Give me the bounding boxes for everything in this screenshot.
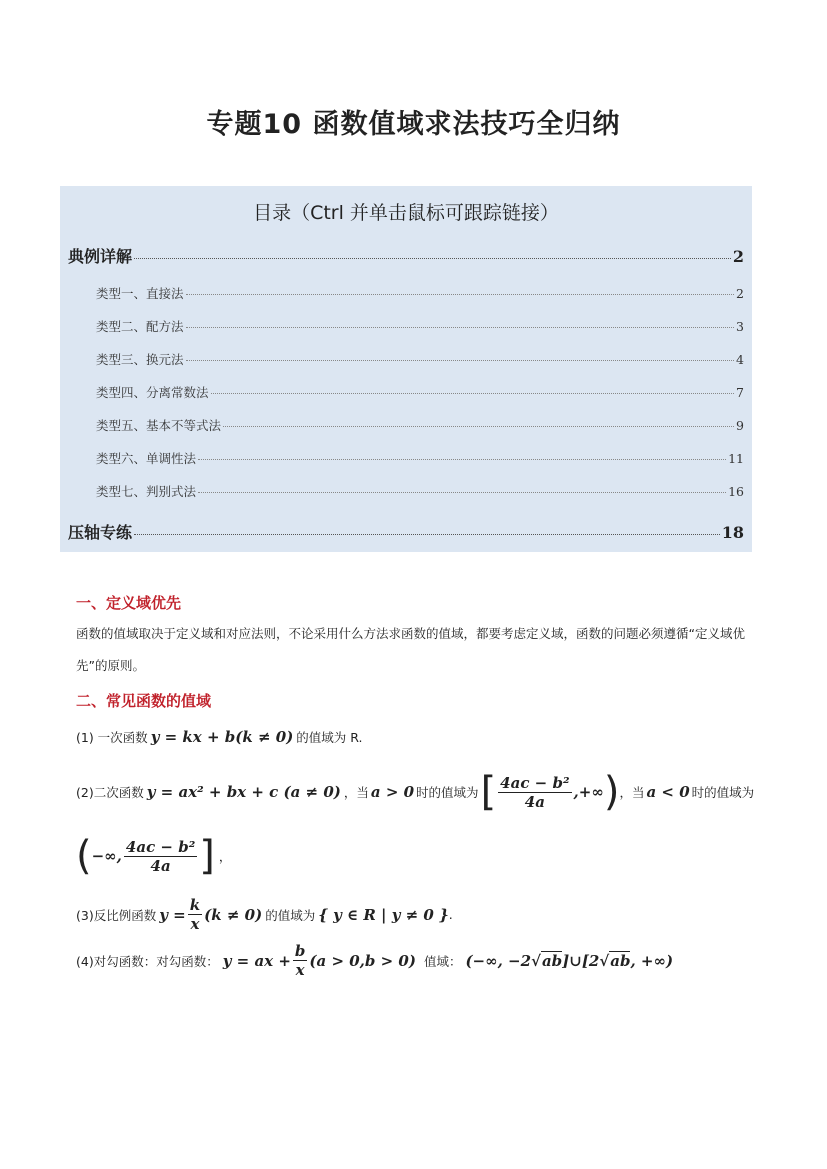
section-heading-domain-first: 一、定义域优先 — [76, 594, 182, 612]
formula: a < 0 — [646, 783, 690, 801]
formula: , +∞) — [630, 951, 674, 970]
toc-dots — [211, 393, 735, 394]
text: . — [448, 907, 453, 922]
text: ，当 — [619, 785, 645, 800]
text: (3)反比例函数 — [76, 907, 157, 923]
item-hook-function — [76, 942, 673, 979]
toc-item-label: 类型六、单调性法 — [96, 451, 197, 466]
toc-page-number: 7 — [736, 385, 744, 400]
text: (1) 一次函数 — [76, 730, 148, 745]
toc-dots — [198, 459, 726, 460]
text: 值域： — [423, 953, 462, 969]
toc-item-type2[interactable] — [96, 317, 744, 335]
fraction: $\frac{b}{x}$ — [294, 942, 306, 979]
formula: −∞, — [91, 847, 122, 865]
toc-dots — [223, 426, 734, 427]
table-of-contents — [60, 186, 752, 552]
text: (2)二次函数 — [76, 785, 144, 800]
formula: ]∪[ — [562, 951, 589, 970]
formula: ,+∞ — [573, 783, 604, 801]
paren-right: ) — [603, 769, 620, 815]
text: ，当 — [343, 785, 369, 800]
fraction: $\frac{\text{4ac − b²}}{4a}$ — [500, 773, 570, 811]
item-linear-function — [76, 728, 362, 746]
toc-section-examples[interactable] — [68, 244, 744, 267]
toc-item-label: 类型四、分离常数法 — [96, 385, 209, 400]
toc-item-type4[interactable] — [96, 383, 744, 401]
toc-page-number: 16 — [728, 484, 744, 499]
fraction: $\frac{\text{4ac − b²}}{4a}$ — [125, 837, 196, 875]
paragraph-domain-first: 函数的值域取决于定义域和对应法则，不论采用什么方法求函数的值域，都要考虑定义域，函数的问题必须遵循“定义域优先”的原则。 — [76, 626, 745, 673]
toc-page-number: 11 — [728, 451, 744, 466]
formula: { y ∈ R | y ≠ 0 } — [318, 905, 449, 924]
formula: (k ≠ 0) — [204, 905, 263, 924]
sqrt-symbol: √ — [531, 951, 541, 970]
item-quadratic-function — [76, 769, 755, 815]
toc-heading: 目录（Ctrl 并单击鼠标可跟踪链接） — [253, 202, 559, 224]
toc-dots — [186, 294, 735, 295]
text: 的值域为 — [265, 907, 316, 923]
text: 时的值域为 — [416, 785, 479, 800]
fraction: $\frac{k}{x}$ — [189, 896, 201, 933]
toc-page-number: 3 — [736, 319, 744, 334]
toc-page-number: 4 — [736, 352, 744, 367]
formula: (−∞, −2 — [465, 951, 532, 970]
toc-page-number: 9 — [736, 418, 744, 433]
item-inverse-function — [76, 896, 453, 933]
toc-dots — [134, 534, 720, 535]
text: 时的值域为 — [691, 785, 755, 800]
text: (4)对勾函数：对勾函数： — [76, 953, 219, 969]
toc-item-label: 类型一、直接法 — [96, 286, 184, 301]
formula: (a > 0,b > 0) — [309, 951, 416, 970]
formula: y = ax² + bx + c (a ≠ 0) — [146, 783, 341, 801]
toc-item-label: 类型七、判别式法 — [96, 484, 197, 499]
toc-item-label: 类型二、配方法 — [96, 319, 184, 334]
toc-item-label: 类型五、基本不等式法 — [96, 418, 222, 433]
toc-dots — [186, 360, 735, 361]
formula: y = kx + b(k ≠ 0) — [150, 728, 294, 746]
toc-section-label: 压轴专练 — [68, 523, 133, 542]
formula: 2 — [588, 951, 600, 970]
section-heading-common-ranges: 二、常见函数的值域 — [76, 692, 212, 710]
toc-dots — [134, 258, 731, 259]
toc-page-number: 2 — [732, 247, 744, 266]
formula: ab — [541, 952, 563, 970]
toc-page-number: 18 — [721, 523, 744, 542]
formula: a > 0 — [370, 783, 415, 801]
text: 的值域为 R. — [296, 730, 363, 745]
formula: ab — [610, 952, 631, 970]
toc-dots — [198, 492, 726, 493]
item-quadratic-range-negative — [76, 833, 232, 879]
toc-dots — [186, 327, 735, 328]
sqrt-symbol: √ — [599, 951, 610, 970]
toc-item-type6[interactable] — [96, 449, 744, 467]
bracket-left: [ — [480, 769, 497, 815]
toc-item-type7[interactable] — [96, 482, 744, 500]
formula: y = — [159, 905, 186, 924]
toc-item-type3[interactable] — [96, 350, 744, 368]
formula: y = ax + — [222, 951, 291, 970]
toc-item-label: 类型三、换元法 — [96, 352, 184, 367]
text: ， — [218, 849, 232, 864]
toc-item-type5[interactable] — [96, 416, 744, 434]
page-title: 专题10 函数值域求法技巧全归纳 — [206, 109, 621, 140]
toc-section-practice[interactable] — [68, 520, 744, 543]
paren-left: ( — [76, 833, 92, 879]
toc-section-label: 典例详解 — [68, 247, 133, 266]
toc-item-type1[interactable] — [96, 284, 744, 302]
bracket-right: ] — [199, 833, 215, 879]
toc-page-number: 2 — [736, 286, 744, 301]
